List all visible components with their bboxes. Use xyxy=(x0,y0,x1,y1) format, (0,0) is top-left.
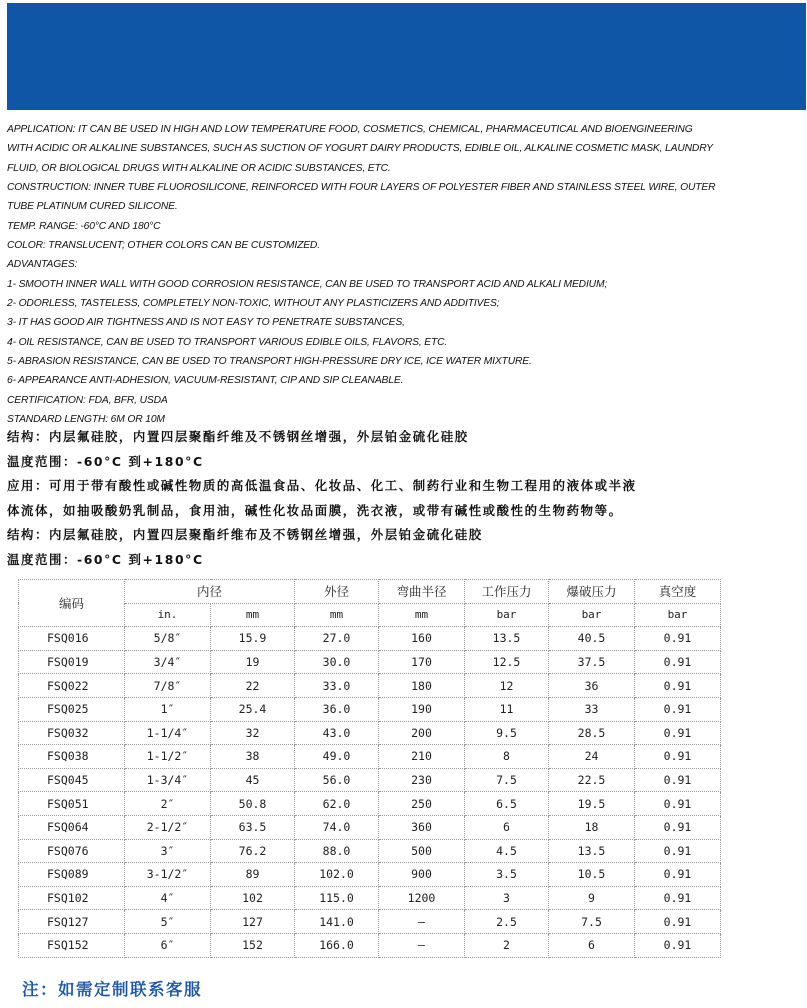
table-cell: 22 xyxy=(211,674,295,698)
table-row xyxy=(19,815,721,839)
header-outer-diameter: 外径 xyxy=(295,580,379,604)
table-cell: 9 xyxy=(549,886,635,910)
unit-cell: in. xyxy=(125,603,211,627)
table-cell: 0.91 xyxy=(635,792,721,816)
table-cell: 74.0 xyxy=(295,815,379,839)
header-inner-diameter: 内径 xyxy=(125,580,295,604)
table-cell: 1″ xyxy=(125,697,211,721)
table-cell: 40.5 xyxy=(549,627,635,651)
english-line: CERTIFICATION: FDA, BFR, USDA xyxy=(7,394,168,406)
table-cell: 0.91 xyxy=(635,674,721,698)
table-cell: 10.5 xyxy=(549,863,635,887)
table-cell: 0.91 xyxy=(635,627,721,651)
table-cell: 3/4″ xyxy=(125,650,211,674)
unit-cell: bar xyxy=(635,603,721,627)
table-cell: 45 xyxy=(211,768,295,792)
product-code-cell: FSQ045 xyxy=(19,768,125,792)
table-row xyxy=(19,933,721,957)
table-cell: 7/8″ xyxy=(125,674,211,698)
table-cell: 12.5 xyxy=(465,650,549,674)
english-line: TUBE PLATINUM CURED SILICONE. xyxy=(7,201,178,213)
table-header-row xyxy=(19,580,721,604)
table-cell: 4.5 xyxy=(465,839,549,863)
product-code-cell: FSQ022 xyxy=(19,674,125,698)
product-code-cell: FSQ089 xyxy=(19,863,125,887)
table-cell: 0.91 xyxy=(635,650,721,674)
table-cell: 33 xyxy=(549,697,635,721)
table-row xyxy=(19,674,721,698)
header-banner xyxy=(7,3,806,110)
table-cell: 8 xyxy=(465,745,549,769)
english-line: 6- APPEARANCE ANTI-ADHESION, VACUUM-RESISTANT, CIP AND SIP CLEANABLE. xyxy=(7,375,404,387)
table-body xyxy=(19,627,721,957)
table-row xyxy=(19,627,721,651)
table-cell: 900 xyxy=(379,863,465,887)
table-row xyxy=(19,697,721,721)
table-cell: 43.0 xyxy=(295,721,379,745)
table-cell: 1-1/2″ xyxy=(125,745,211,769)
table-cell: 6.5 xyxy=(465,792,549,816)
unit-cell: bar xyxy=(465,603,549,627)
table-cell: 360 xyxy=(379,815,465,839)
table-cell: – xyxy=(379,933,465,957)
english-line: 5- ABRASION RESISTANCE, CAN BE USED TO TRANSPORT HIGH-PRESSURE DRY ICE, ICE WATER MIXTURE. xyxy=(7,356,532,368)
table-cell: 6 xyxy=(465,815,549,839)
table-cell: 2-1/2″ xyxy=(125,815,211,839)
table-cell: 76.2 xyxy=(211,839,295,863)
table-row xyxy=(19,721,721,745)
table-cell: 1200 xyxy=(379,886,465,910)
table-cell: 5/8″ xyxy=(125,627,211,651)
table-cell: 63.5 xyxy=(211,815,295,839)
product-code-cell: FSQ016 xyxy=(19,627,125,651)
table-cell: 38 xyxy=(211,745,295,769)
table-cell: 5″ xyxy=(125,910,211,934)
product-code-cell: FSQ152 xyxy=(19,933,125,957)
product-code-cell: FSQ076 xyxy=(19,839,125,863)
table-cell: 250 xyxy=(379,792,465,816)
table-cell: 3-1/2″ xyxy=(125,863,211,887)
table-row xyxy=(19,768,721,792)
product-code-cell: FSQ032 xyxy=(19,721,125,745)
table-cell: 18 xyxy=(549,815,635,839)
table-cell: 32 xyxy=(211,721,295,745)
table-cell: 36 xyxy=(549,674,635,698)
product-code-cell: FSQ019 xyxy=(19,650,125,674)
table-cell: 22.5 xyxy=(549,768,635,792)
product-code-cell: FSQ025 xyxy=(19,697,125,721)
english-line: STANDARD LENGTH: 6M OR 10M xyxy=(7,414,165,426)
table-cell: 6″ xyxy=(125,933,211,957)
table-cell: 0.91 xyxy=(635,863,721,887)
table-cell: 190 xyxy=(379,697,465,721)
chinese-description xyxy=(7,425,803,572)
table-cell: 7.5 xyxy=(549,910,635,934)
header-burst-pressure: 爆破压力 xyxy=(549,580,635,604)
product-code-cell: FSQ064 xyxy=(19,815,125,839)
table-cell: 200 xyxy=(379,721,465,745)
table-cell: 115.0 xyxy=(295,886,379,910)
table-cell: 19.5 xyxy=(549,792,635,816)
header-code: 编码 xyxy=(19,580,125,627)
product-code-cell: FSQ038 xyxy=(19,745,125,769)
english-line: 2- ODORLESS, TASTELESS, COMPLETELY NON-TOXIC, WITHOUT ANY PLASTICIZERS AND ADDITIVES; xyxy=(7,298,500,310)
chinese-line: 温度范围：-60°C 到+180°C xyxy=(7,551,204,567)
table-cell: 166.0 xyxy=(295,933,379,957)
unit-cell: mm xyxy=(295,603,379,627)
table-cell: 13.5 xyxy=(549,839,635,863)
table-cell: 4″ xyxy=(125,886,211,910)
header-bend-radius: 弯曲半径 xyxy=(379,580,465,604)
table-cell: 0.91 xyxy=(635,839,721,863)
custom-note: 注：如需定制联系客服 xyxy=(22,980,202,999)
spec-table xyxy=(18,579,721,958)
table-cell: 7.5 xyxy=(465,768,549,792)
product-code-cell: FSQ102 xyxy=(19,886,125,910)
header-working-pressure: 工作压力 xyxy=(465,580,549,604)
table-cell: 3.5 xyxy=(465,863,549,887)
table-cell: 141.0 xyxy=(295,910,379,934)
table-cell: 3″ xyxy=(125,839,211,863)
table-cell: 89 xyxy=(211,863,295,887)
table-cell: 0.91 xyxy=(635,721,721,745)
english-line: CONSTRUCTION: INNER TUBE FLUOROSILICONE, REINFORCED WITH FOUR LAYERS OF POLYESTER FIBER AND STAINLESS STEEL WIRE, OUTER xyxy=(7,182,716,194)
table-cell: 28.5 xyxy=(549,721,635,745)
english-line: WITH ACIDIC OR ALKALINE SUBSTANCES, SUCH AS SUCTION OF YOGURT DAIRY PRODUCTS, EDIBLE OIL, ALKALINE COSMETIC MASK, LAUNDRY xyxy=(7,143,713,155)
table-cell: 11 xyxy=(465,697,549,721)
table-cell: 0.91 xyxy=(635,745,721,769)
table-cell: 13.5 xyxy=(465,627,549,651)
table-cell: 30.0 xyxy=(295,650,379,674)
english-line: ADVANTAGES: xyxy=(7,259,78,271)
english-line: 3- IT HAS GOOD AIR TIGHTNESS AND IS NOT EASY TO PENETRATE SUBSTANCES, xyxy=(7,317,405,329)
table-cell: 1-3/4″ xyxy=(125,768,211,792)
table-cell: 49.0 xyxy=(295,745,379,769)
english-description xyxy=(7,120,803,430)
table-cell: 3 xyxy=(465,886,549,910)
table-cell: 12 xyxy=(465,674,549,698)
unit-cell: bar xyxy=(549,603,635,627)
english-line: COLOR: TRANSLUCENT; OTHER COLORS CAN BE CUSTOMIZED. xyxy=(7,240,320,252)
table-row xyxy=(19,792,721,816)
product-code-cell: FSQ051 xyxy=(19,792,125,816)
product-code-cell: FSQ127 xyxy=(19,910,125,934)
header-vacuum: 真空度 xyxy=(635,580,721,604)
table-cell: – xyxy=(379,910,465,934)
table-cell: 0.91 xyxy=(635,886,721,910)
table-cell: 24 xyxy=(549,745,635,769)
table-cell: 36.0 xyxy=(295,697,379,721)
table-cell: 6 xyxy=(549,933,635,957)
table-cell: 152 xyxy=(211,933,295,957)
english-line: TEMP. RANGE: -60°C AND 180°C xyxy=(7,220,161,232)
english-line: 1- SMOOTH INNER WALL WITH GOOD CORROSION RESISTANCE, CAN BE USED TO TRANSPORT ACID AND ALKALI MEDIUM; xyxy=(7,278,608,290)
table-cell: 0.91 xyxy=(635,768,721,792)
table-cell: 33.0 xyxy=(295,674,379,698)
table-cell: 9.5 xyxy=(465,721,549,745)
english-line: APPLICATION: IT CAN BE USED IN HIGH AND LOW TEMPERATURE FOOD, COSMETICS, CHEMICAL, PHARMACEUTICAL AND BIOENGINEERING xyxy=(7,124,693,135)
table-row xyxy=(19,863,721,887)
chinese-line: 应用：可用于带有酸性或碱性物质的高低温食品、化妆品、化工、制药行业和生物工程用的液体或半液 xyxy=(7,478,637,493)
table-cell: 160 xyxy=(379,627,465,651)
table-cell: 15.9 xyxy=(211,627,295,651)
table-cell: 1-1/4″ xyxy=(125,721,211,745)
table-row xyxy=(19,745,721,769)
table-cell: 25.4 xyxy=(211,697,295,721)
table-cell: 102 xyxy=(211,886,295,910)
table-cell: 210 xyxy=(379,745,465,769)
table-cell: 50.8 xyxy=(211,792,295,816)
chinese-line: 温度范围：-60°C 到+180°C xyxy=(7,453,204,469)
table-cell: 62.0 xyxy=(295,792,379,816)
table-cell: 19 xyxy=(211,650,295,674)
table-cell: 180 xyxy=(379,674,465,698)
table-cell: 170 xyxy=(379,650,465,674)
table-cell: 230 xyxy=(379,768,465,792)
table-cell: 0.91 xyxy=(635,933,721,957)
chinese-line: 结构：内层氟硅胶，内置四层聚酯纤维及不锈钢丝增强，外层铂金硫化硅胶 xyxy=(7,429,469,444)
table-cell: 0.91 xyxy=(635,697,721,721)
table-cell: 500 xyxy=(379,839,465,863)
table-row xyxy=(19,910,721,934)
table-cell: 2″ xyxy=(125,792,211,816)
table-cell: 2 xyxy=(465,933,549,957)
table-cell: 37.5 xyxy=(549,650,635,674)
chinese-line: 体流体，如抽吸酸奶乳制品，食用油，碱性化妆品面膜，洗衣液，或带有碱性或酸性的生物药物等。 xyxy=(7,502,623,518)
table-cell: 56.0 xyxy=(295,768,379,792)
table-row xyxy=(19,886,721,910)
table-cell: 2.5 xyxy=(465,910,549,934)
chinese-line: 结构：内层氟硅胶，内置四层聚酯纤维布及不锈钢丝增强，外层铂金硫化硅胶 xyxy=(7,527,483,542)
unit-cell: mm xyxy=(379,603,465,627)
english-line: FLUID, OR BIOLOGICAL DRUGS WITH ALKALINE OR ACIDIC SUBSTANCES, ETC. xyxy=(7,162,391,174)
table-cell: 88.0 xyxy=(295,839,379,863)
english-line: 4- OIL RESISTANCE, CAN BE USED TO TRANSPORT VARIOUS EDIBLE OILS, FLAVORS, ETC. xyxy=(7,336,448,348)
table-cell: 27.0 xyxy=(295,627,379,651)
table-cell: 0.91 xyxy=(635,910,721,934)
table-cell: 0.91 xyxy=(635,815,721,839)
table-row xyxy=(19,650,721,674)
table-unit-row xyxy=(19,603,721,627)
table-cell: 127 xyxy=(211,910,295,934)
unit-cell: mm xyxy=(211,603,295,627)
table-row xyxy=(19,839,721,863)
table-cell: 102.0 xyxy=(295,863,379,887)
